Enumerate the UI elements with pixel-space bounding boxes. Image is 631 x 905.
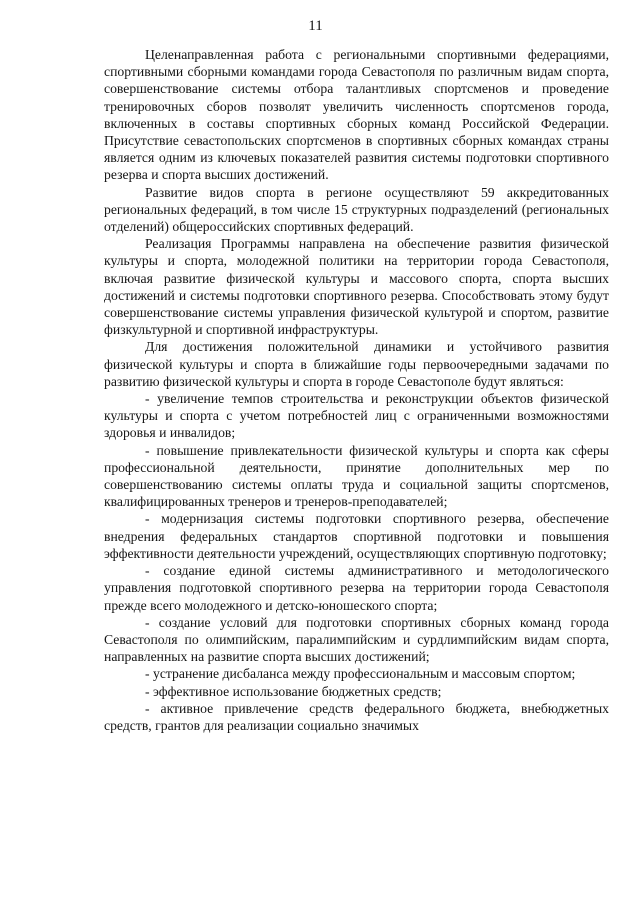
page-number: 11 bbox=[308, 18, 323, 34]
paragraph-regional-federations: Развитие видов спорта в регионе осуществляют 59 аккредитованных региональных федераций, в том числе 15 структурных подразделений (региональных отделений) общероссийских спортивных федераций. bbox=[104, 184, 609, 235]
list-item: - создание единой системы административного и методологического управления подготовкой спортивного резерва на территории города Севастополя прежде всего молодежного и детско-юношеского спорта; bbox=[104, 563, 609, 613]
list-item: - устранение дисбаланса между профессиональным и массовым спортом; bbox=[145, 666, 576, 682]
paragraph-priority-tasks-intro: Для достижения положительной динамики и устойчивого развития физической культуры и спорта в ближайшие годы первоочередными задачами по развитию физической культуры и спорта в городе Севастополе будут являться: bbox=[104, 339, 609, 389]
priority-tasks-list bbox=[104, 390, 609, 734]
body-text bbox=[104, 46, 609, 734]
paragraph-national-teams: Целенаправленная работа с региональными спортивными федерациями, спортивными сборными командами города Севастополя по различным видам спорта, совершенствование системы отбора талантливых спортсменов и проведение тренировочных сборов позволят увеличить численность спортсменов города, включенных в составы спортивных сборных команд Российской Федерации. Присутствие севастопольских спортсменов в спортивных сборных командах страны является одним из ключевых показателей развития системы подготовки спортивного резерва и спорта высших достижений. bbox=[104, 47, 609, 183]
list-item: - повышение привлекательности физической культуры и спорта как сферы профессиональной деятельности, принятие дополнительных мер по совершенствованию системы оплаты труда и социальной защиты спортсменов, квалифицированных тренеров и тренеров-преподавателей; bbox=[104, 442, 609, 510]
list-item: - модернизация системы подготовки спортивного резерва, обеспечение внедрения федеральных стандартов спортивной подготовки и повышения эффективности деятельности учреждений, осуществляющих спортивную подготовку; bbox=[104, 511, 609, 561]
list-item: - активное привлечение средств федерального бюджета, внебюджетных средств, грантов для реализации социально значимых bbox=[104, 700, 609, 733]
paragraph-program-implementation: Реализация Программы направлена на обеспечение развития физической культуры и спорта, молодежной политики на территории города Севастополя, включая развитие физической культуры и массового спорта, спорта высших достижений и системы подготовки спортивного резерва. Способствовать этому будут совершенствование системы управления физической культурой и спортом, развитие физкультурной и спортивной инфраструктуры. bbox=[104, 236, 609, 338]
list-item: - создание условий для подготовки спортивных сборных команд города Севастополя по олимпийским, паралимпийским и сурдлимпийским видам спорта, направленных на развитие спорта высших достижений; bbox=[104, 614, 609, 665]
list-item: - увеличение темпов строительства и реконструкции объектов физической культуры и спорта с учетом потребностей лиц с ограниченными возможностями здоровья и инвалидов; bbox=[104, 391, 609, 441]
list-item: - эффективное использование бюджетных средств; bbox=[145, 683, 442, 699]
